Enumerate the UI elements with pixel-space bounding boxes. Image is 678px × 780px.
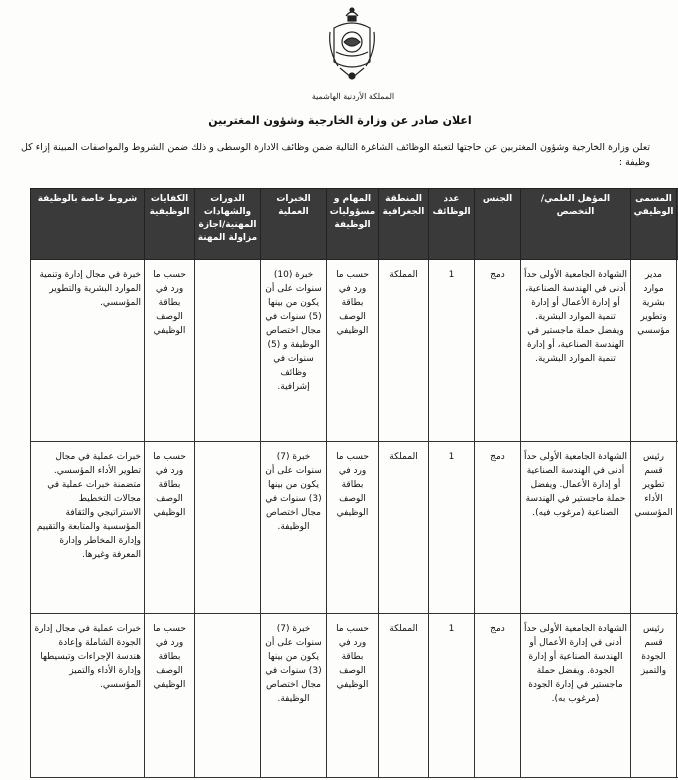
gender: دمج — [475, 442, 521, 614]
courses — [195, 614, 261, 778]
header-cell: المؤهل العلمي/ التخصص — [521, 189, 631, 260]
experience: خبرة (10) سنوات على أن يكون من بينها (5) سنوات في مجال اختصاص الوظيفة و (5) سنوات في وظائف إشرافية. — [261, 260, 327, 442]
region: المملكة — [379, 614, 429, 778]
table-row — [31, 260, 678, 442]
duties: حسب ما ورد في بطاقة الوصف الوظيفي — [327, 614, 379, 778]
competencies: حسب ما ورد في بطاقة الوصف الوظيفي — [145, 442, 195, 614]
page-title: اعلان صادر عن وزارة الخارجية وشؤون المغتربين — [208, 114, 472, 127]
header-cell: الجنس — [475, 189, 521, 260]
header-cell: المسمى الوظيفي — [631, 189, 677, 260]
table-row — [31, 442, 678, 614]
job-title: مدير موارد بشرية وتطوير مؤسسي — [631, 260, 677, 442]
header-cell: الدورات والشهادات المهنية/اجازة مزاولة المهنة — [195, 189, 261, 260]
header-cell: الخبرات العملية — [261, 189, 327, 260]
gender: دمج — [475, 260, 521, 442]
special-conditions: خبرات عملية في مجال إدارة الجودة الشاملة وإعادة هندسة الإجراءات وتبسيطها وإدارة الأداء والتميز المؤسسي. — [31, 614, 145, 778]
job-title: رئيس قسم الجودة والتميز — [631, 614, 677, 778]
header-cell: الكفايات الوظيفية — [145, 189, 195, 260]
job-title: رئيس قسم تطوير الأداء المؤسسي — [631, 442, 677, 614]
region: المملكة — [379, 260, 429, 442]
table-row — [31, 614, 678, 778]
header-cell: شروط خاصة بالوظيفة — [31, 189, 145, 260]
courses — [195, 442, 261, 614]
duties: حسب ما ورد في بطاقة الوصف الوظيفي — [327, 260, 379, 442]
experience: خبرة (7) سنوات على أن يكون من بينها (3) سنوات في مجال اختصاص الوظيفة. — [261, 442, 327, 614]
competencies: حسب ما ورد في بطاقة الوصف الوظيفي — [145, 260, 195, 442]
gender: دمج — [475, 614, 521, 778]
region: المملكة — [379, 442, 429, 614]
competencies: حسب ما ورد في بطاقة الوصف الوظيفي — [145, 614, 195, 778]
job-count: 1 — [429, 442, 475, 614]
job-count: 1 — [429, 260, 475, 442]
jobs-table — [30, 188, 678, 778]
qualification: الشهادة الجامعية الأولى حداً أدنى في الهندسة الصناعية أو إدارة الأعمال. ويفضل حملة ماجستير في الهندسة الصناعية (مرغوب فيه). — [521, 442, 631, 614]
royal-emblem-icon — [326, 6, 378, 84]
qualification: الشهادة الجامعية الأولى حداً أدنى في الهندسة الصناعية، أو إدارة الأعمال أو إدارة تنمية الموارد البشرية. ويفضل حملة ماجستير في الهندسة الصناعية، أو إدارة تنمية الموارد البشرية. — [521, 260, 631, 442]
job-count: 1 — [429, 614, 475, 778]
header-cell: المهام و مسؤوليات الوظيفة — [327, 189, 379, 260]
special-conditions: خبرات عملية في مجال تطوير الأداء المؤسسي. متضمنة خبرات عملية في مجالات التخطيط الاستراتيجي والثقافة المؤسسية والمتابعة والتقييم وإدارة المخاطر وإدارة المعرفة وغيرها. — [31, 442, 145, 614]
table-header-row — [31, 189, 678, 260]
duties: حسب ما ورد في بطاقة الوصف الوظيفي — [327, 442, 379, 614]
courses — [195, 260, 261, 442]
intro-paragraph: تعلن وزارة الخارجية وشؤون المغتربين عن حاجتها لتعبئة الوظائف الشاغرة التالية ضمن وظائف الادارة الوسطى و ذلك ضمن الشروط والمواصفات المبينة إزاء كل وظيفة : — [20, 142, 650, 168]
header-cell: عدد الوظائف — [429, 189, 475, 260]
qualification: الشهادة الجامعية الأولى حداً أدنى في إدارة الأعمال أو الهندسة الصناعية أو إدارة الجودة. ويفضل حملة ماجستير في إدارة الجودة (مرغوب به). — [521, 614, 631, 778]
emblem-caption: المملكة الأردنية الهاشمية — [311, 92, 395, 101]
experience: خبرة (7) سنوات على أن يكون من بينها (3) سنوات في مجال اختصاص الوظيفة. — [261, 614, 327, 778]
special-conditions: خبرة في مجال إدارة وتنمية الموارد البشرية والتطوير المؤسسي. — [31, 260, 145, 442]
header-cell: المنطقة الجغرافية — [379, 189, 429, 260]
